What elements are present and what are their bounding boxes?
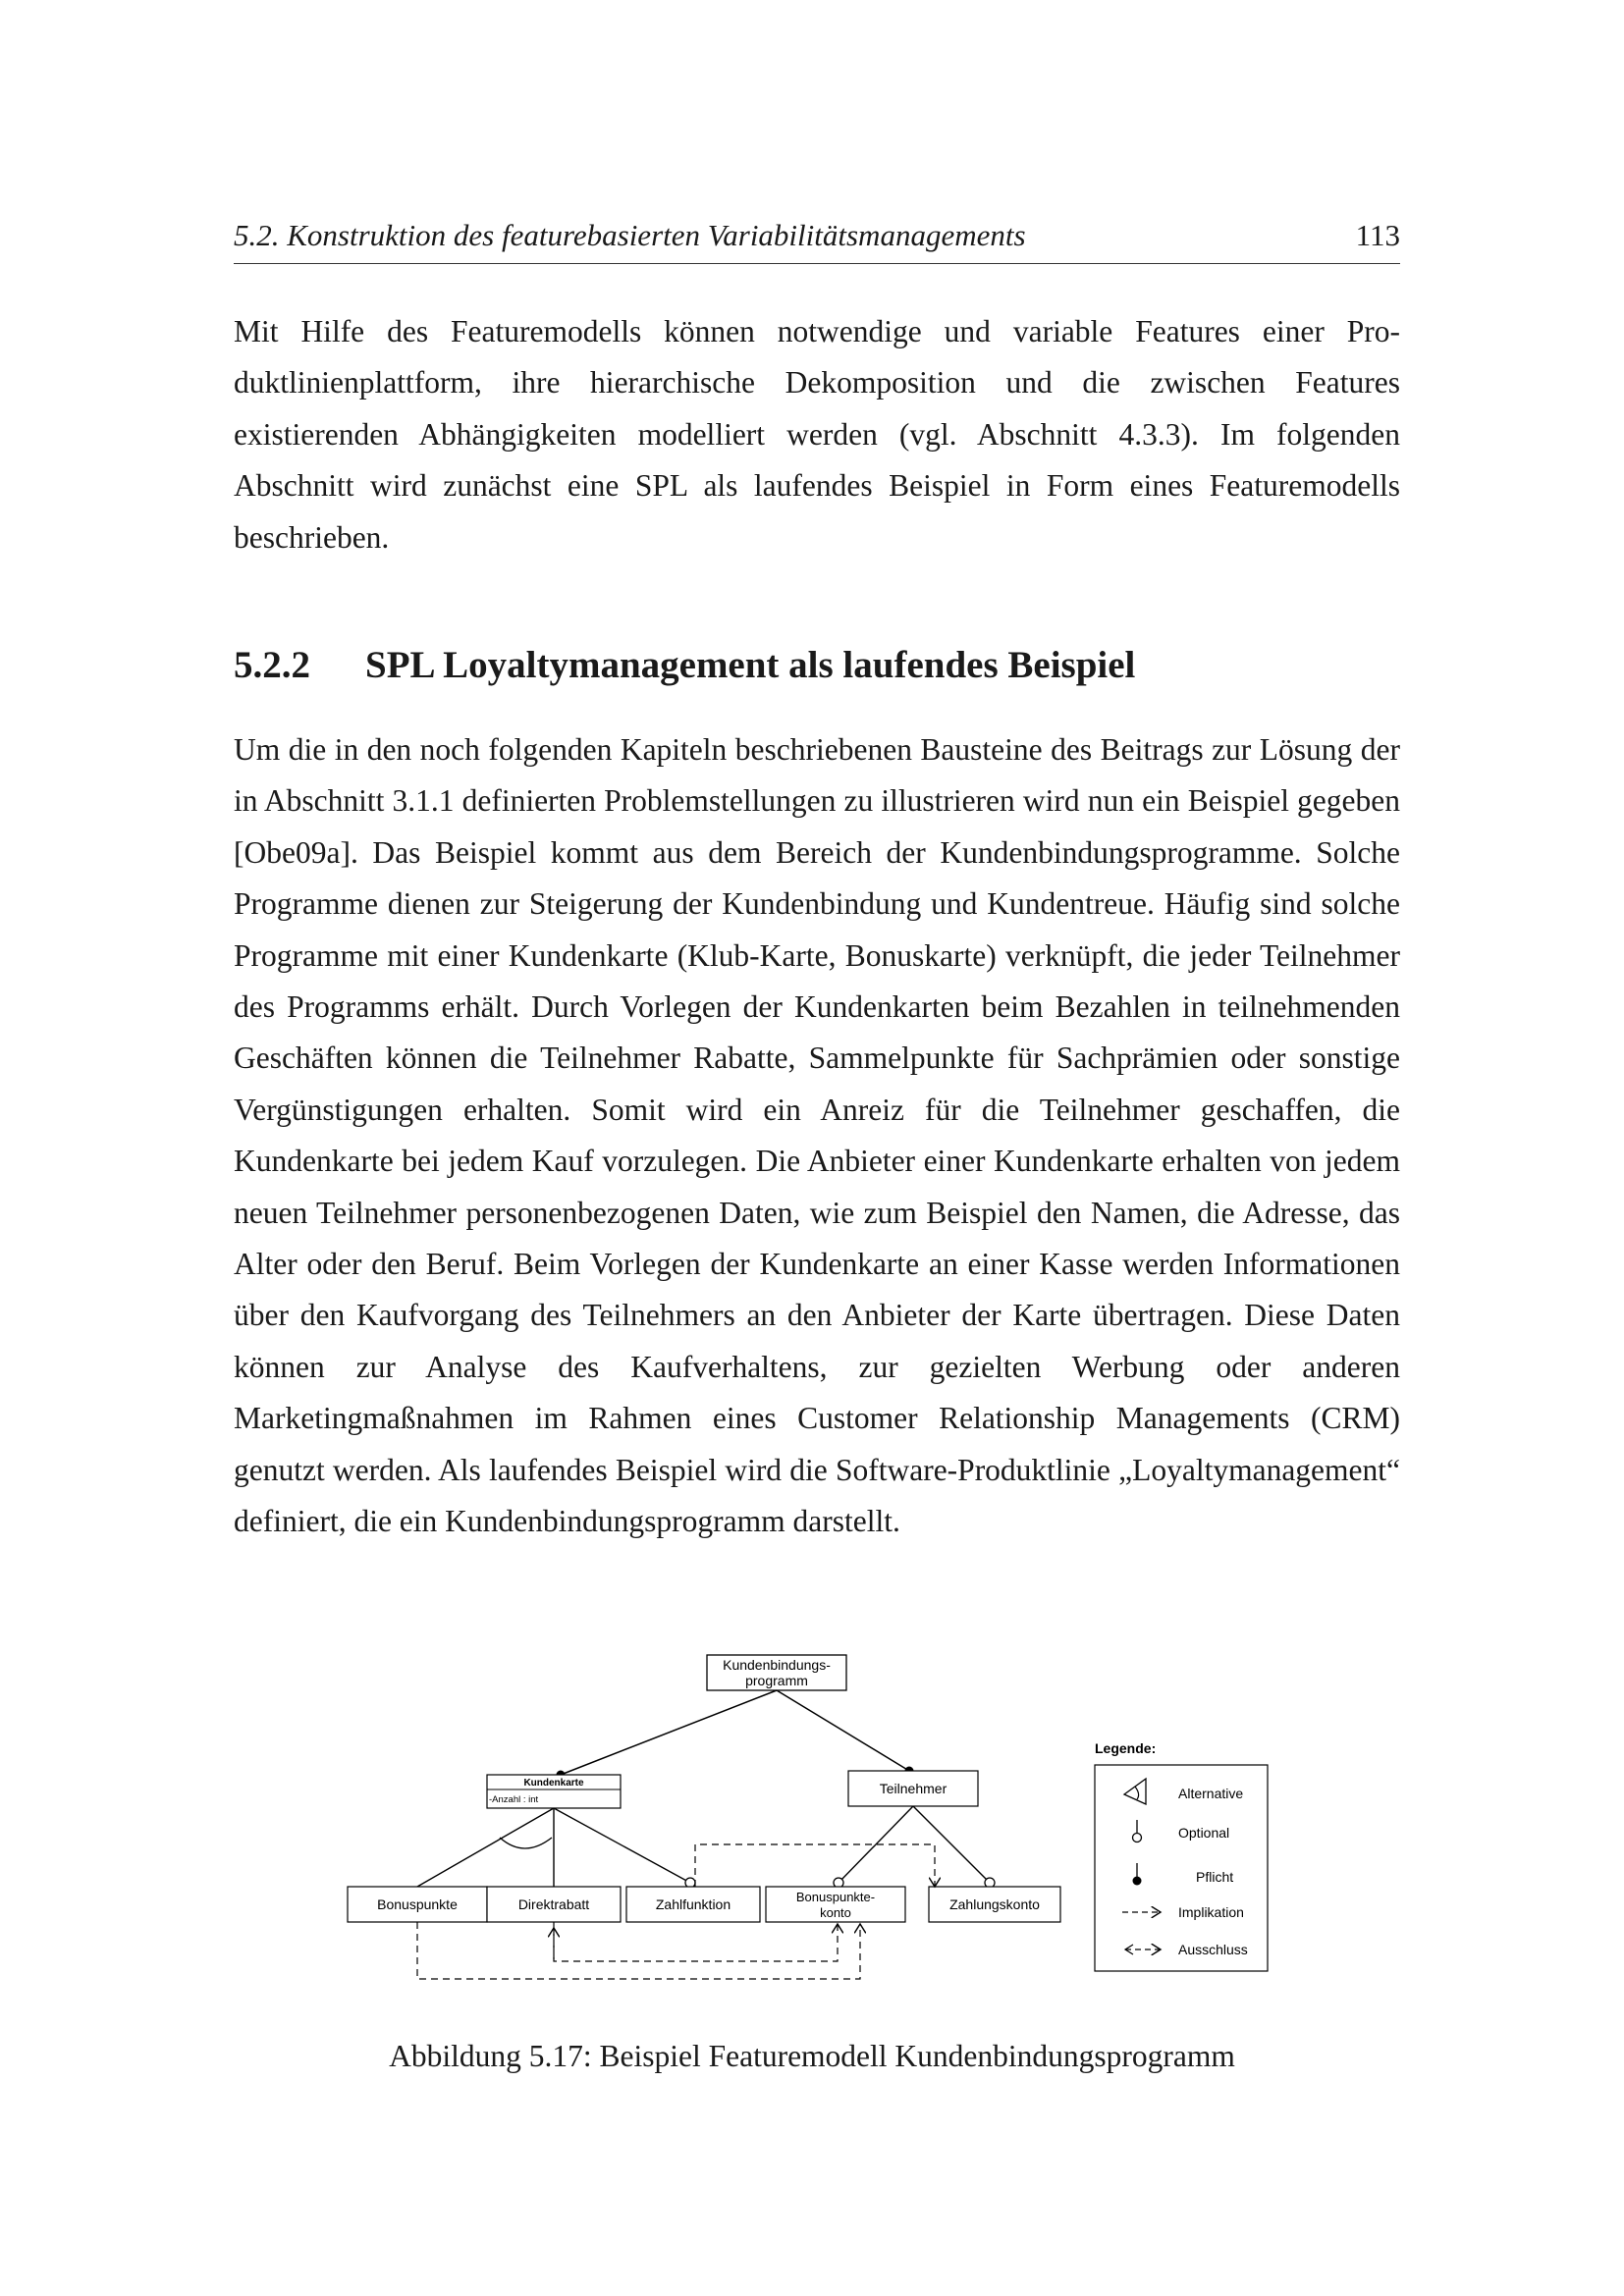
- node-direktrabatt: [487, 1887, 621, 1922]
- legend-title: Legende:: [1095, 1740, 1157, 1756]
- header-title: 5.2. Konstruktion des featurebasierten Variabilitätsmanagements: [234, 218, 1026, 252]
- legend-ausschluss-label: Ausschluss: [1178, 1942, 1248, 1957]
- legend-optional-label: Optional: [1178, 1825, 1230, 1841]
- edge-kundenkarte-zahlfunktion: [554, 1808, 690, 1883]
- section-title: SPL Loyaltymanagement als laufendes Beispiel: [365, 644, 1136, 686]
- node-zahlungskonto: [929, 1887, 1060, 1922]
- running-header: [234, 218, 1400, 264]
- node-teilnehmer: [848, 1771, 978, 1806]
- legend: [1095, 1740, 1268, 1971]
- bonuspunktekonto-label-line2: konto: [820, 1905, 851, 1920]
- kundenkarte-attribute: -Anzahl : int: [489, 1794, 539, 1805]
- legend-pflicht-icon: [1133, 1877, 1142, 1886]
- implication-zahlfunktion-zahlungskonto: [695, 1844, 935, 1887]
- page-number: 113: [1355, 218, 1400, 252]
- edge-root-kundenkarte: [561, 1690, 777, 1775]
- kundenkarte-label: Kundenkarte: [523, 1778, 584, 1789]
- feature-model-diagram: [344, 1645, 1276, 1994]
- alternative-arc: [500, 1838, 552, 1848]
- section-heading: [234, 643, 1135, 687]
- zahlfunktion-label: Zahlfunktion: [655, 1896, 731, 1912]
- root-label-line1: Kundenbindungs-: [723, 1657, 831, 1673]
- implication-direktrabatt-bonuspunktekonto: [554, 1922, 838, 1961]
- legend-implikation-label: Implikation: [1178, 1904, 1244, 1920]
- node-bonuspunktekonto: [766, 1887, 905, 1922]
- teilnehmer-label: Teilnehmer: [879, 1781, 947, 1796]
- figure-caption: Abbildung 5.17: Beispiel Featuremodell Kundenbindungsprogramm: [389, 2039, 1235, 2073]
- node-root: [707, 1655, 846, 1690]
- edge-root-teilnehmer: [777, 1690, 909, 1771]
- section-number: 5.2.2: [234, 644, 310, 686]
- direktrabatt-label: Direktrabatt: [517, 1896, 590, 1912]
- bonuspunkte-label: Bonuspunkte: [377, 1896, 458, 1912]
- legend-pflicht-label: Pflicht: [1196, 1869, 1234, 1885]
- zahlungskonto-label: Zahlungskonto: [949, 1896, 1040, 1912]
- implication-bonuspunkte-bonuspunktekonto: [417, 1922, 860, 1979]
- legend-alternative-label: Alternative: [1178, 1786, 1244, 1801]
- node-kundenkarte: [487, 1775, 621, 1808]
- node-zahlfunktion: [626, 1887, 760, 1922]
- intro-paragraph: Mit Hilfe des Featuremodells können notwendige und variable Features einer Produktlinienplattform, ihre hierarchische Dekomposition und die zwischen Features existierenden Abhängigkeiten modelliert werden (vgl. Abschnitt 4.3.3). Im folgenden Abschnitt wird zunächst eine SPL als laufendes Beispiel in Form eines Featuremodells beschrieben.: [234, 314, 1400, 555]
- legend-optional-icon: [1133, 1834, 1142, 1842]
- bonuspunktekonto-label-line1: Bonuspunkte-: [795, 1890, 876, 1904]
- feature-model-figure: [344, 1645, 1276, 1994]
- section-paragraph: Um die in den noch folgenden Kapiteln beschriebenen Bausteine des Beitrags zur Lösung der in Abschnitt 3.1.1 definierten Problemstellungen zu illustrieren wird nun ein Beispiel gegeben [Obe09a]. Das Beispiel kommt aus dem Bereich der Kundenbindungsprogramme. Solche Programme dienen zur Steigerung der Kundenbindung und Kundentreue. Häufig sind solche Programme mit einer Kundenkarte (Klub-Karte, Bonuskarte) verknüpft, die jeder Teilnehmer des Programms erhält. Durch Vorlegen der Kundenkarten beim Bezahlen in teilnehmenden Geschäften können die Teilnehmer Rabatte, Sammelpunkte für Sachprämien oder sonstige Vergünstigungen erhalten. Somit wird ein Anreiz für die Teilnehmer geschaffen, die Kundenkarte bei jedem Kauf vorzulegen. Die Anbieter einer Kundenkarte erhalten von jedem neuen Teilnehmer personenbezogenen Daten, wie zum Beispiel den Namen, die Adresse, das Alter oder den Beruf. Beim Vorlegen der Kundenkarte an einer Kasse werden Informationen über den Kaufvorgang des Teilnehmers an den Anbieter der Karte übertragen. Diese Daten können zur Analyse des Kaufverhaltens, zur gezielten Werbung oder anderen Marketingmaßnahmen im Rahmen eines Customer Relationship Managements (CRM) genutzt werden. Als laufendes Beispiel wird die Software-Produktlinie „Loyaltymanagement“ definiert, die ein Kundenbindungsprogramm darstellt.: [234, 732, 1400, 1539]
- node-bonuspunkte: [348, 1887, 487, 1922]
- root-label-line2: programm: [745, 1673, 808, 1688]
